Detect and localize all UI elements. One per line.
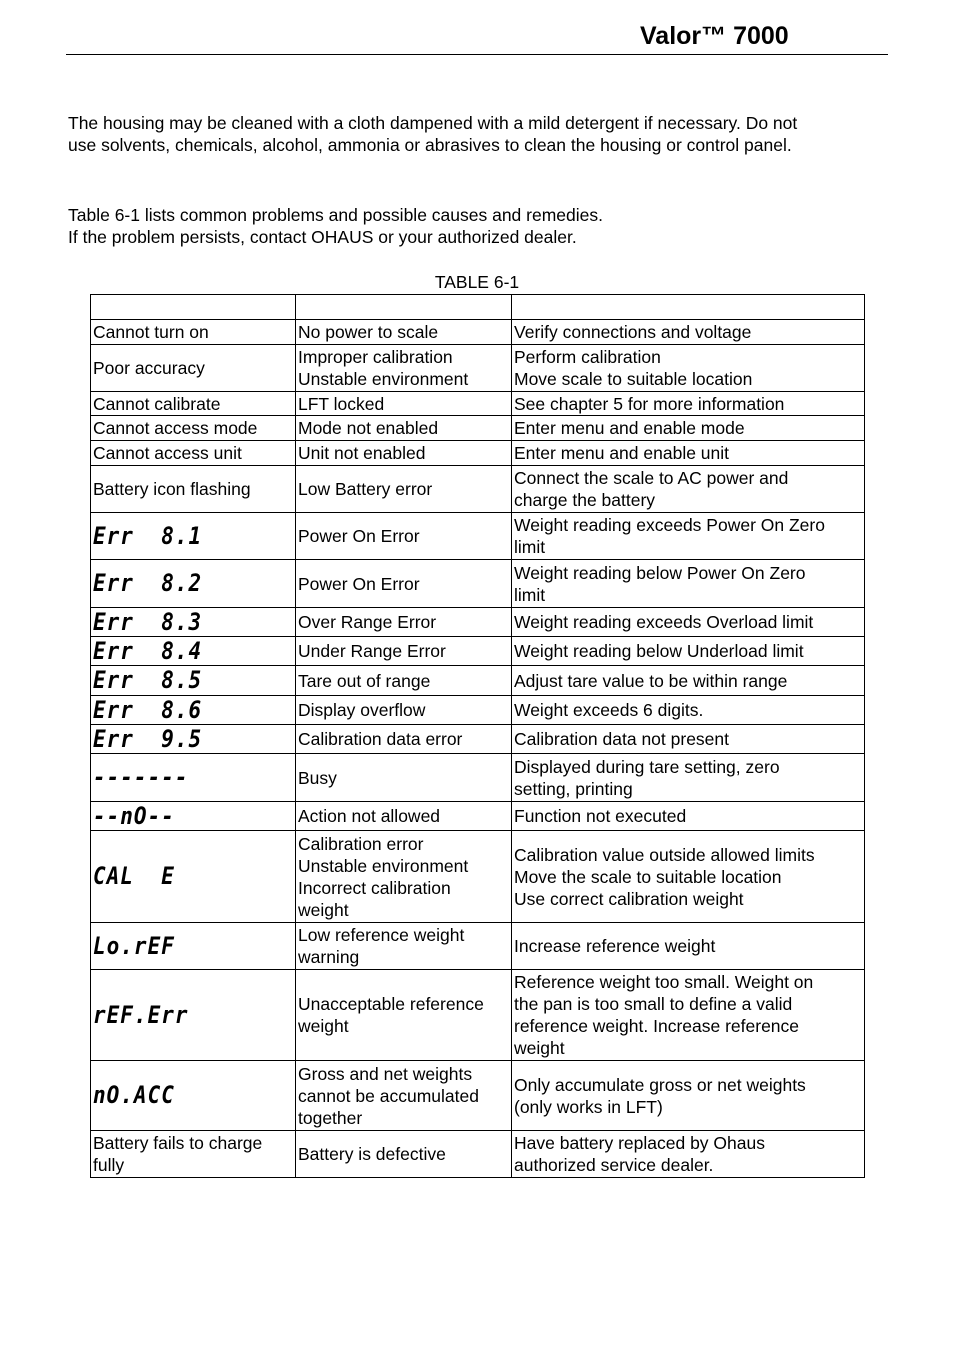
symptom-cell [91, 754, 296, 802]
symptom-text: Cannot calibrate [93, 393, 221, 414]
remedy-cell [512, 416, 865, 441]
lcd-display-code: Err 8.4 [93, 636, 203, 665]
remedy-text: Move scale to suitable location [514, 369, 753, 389]
table-row [91, 441, 865, 466]
table-row [91, 923, 865, 970]
cause-cell [296, 923, 512, 970]
remedy-text: setting, printing [514, 778, 633, 799]
cause-text: Incorrect calibration [298, 877, 451, 898]
lcd-display-code: Err 8.6 [93, 695, 203, 724]
remedy-cell [512, 831, 865, 923]
remedy-text: Use correct calibration weight [514, 888, 744, 909]
cause-cell [296, 696, 512, 725]
symptom-cell [91, 923, 296, 970]
document-header-title: Valor™ 7000 [640, 22, 789, 50]
cause-cell [296, 416, 512, 441]
cause-text: Gross and net weights [298, 1063, 473, 1084]
remedy-cell [512, 970, 865, 1061]
header-cell-cause [296, 295, 512, 320]
lcd-display-code: Err 8.5 [93, 666, 203, 694]
remedy-cell [512, 696, 865, 725]
symptom-cell [91, 320, 296, 345]
symptom-text: Cannot access unit [93, 443, 242, 463]
remedy-text: charge the battery [514, 490, 656, 510]
symptom-cell [91, 725, 296, 754]
cause-text: Busy [298, 767, 337, 788]
cause-cell [296, 754, 512, 802]
cause-cell [296, 345, 512, 392]
remedy-text: Verify connections and voltage [514, 322, 752, 342]
cause-cell [296, 831, 512, 923]
remedy-cell [512, 1131, 865, 1178]
symptom-cell [91, 666, 296, 696]
cause-text: Unstable environment [298, 855, 469, 876]
cause-text: Power On Error [298, 573, 420, 594]
lcd-display-code: Err 8.2 [93, 569, 203, 597]
remedy-text: Reference weight too small. Weight on [514, 972, 814, 992]
symptom-cell [91, 392, 296, 416]
table-row [91, 392, 865, 416]
cause-text: Mode not enabled [298, 418, 439, 438]
lcd-display-code: rEF.Err [93, 1000, 189, 1029]
symptom-cell [91, 441, 296, 466]
cause-cell [296, 1131, 512, 1178]
symptom-cell [91, 696, 296, 725]
remedy-text: Enter menu and enable mode [514, 418, 745, 438]
remedy-text: Enter menu and enable unit [514, 443, 730, 463]
symptom-cell [91, 416, 296, 441]
cleaning-paragraph [68, 112, 888, 156]
table-row [91, 466, 865, 513]
remedy-cell [512, 513, 865, 560]
cause-text: weight [298, 1016, 349, 1036]
remedy-cell [512, 754, 865, 802]
symptom-text: Cannot turn on [93, 322, 209, 342]
cause-text: Unit not enabled [298, 443, 426, 463]
cause-cell [296, 1061, 512, 1131]
table-row [91, 320, 865, 345]
cause-text: cannot be accumulated [298, 1085, 479, 1106]
symptom-text: Battery fails to charge [93, 1133, 263, 1153]
table-row [91, 1131, 865, 1178]
cause-text: Battery is defective [298, 1144, 446, 1164]
remedy-text: Have battery replaced by Ohaus [514, 1133, 765, 1153]
cause-text: Power On Error [298, 526, 420, 546]
remedy-text: Weight reading below Underload limit [514, 641, 804, 661]
remedy-cell [512, 560, 865, 608]
symptom-cell [91, 466, 296, 513]
table-row [91, 608, 865, 637]
table-row [91, 1061, 865, 1131]
remedy-text: Adjust tare value to be within range [514, 670, 788, 691]
lcd-display-code: CAL E [93, 862, 175, 890]
cause-text: Under Range Error [298, 641, 446, 661]
lcd-display-code: ------- [93, 763, 189, 791]
cause-cell [296, 666, 512, 696]
table-row [91, 637, 865, 666]
table-row [91, 970, 865, 1061]
cause-text: Display overflow [298, 700, 426, 720]
header-cell-remedy [512, 295, 865, 320]
remedy-text: limit [514, 537, 546, 557]
symptom-cell [91, 970, 296, 1061]
symptom-text: Poor accuracy [93, 358, 205, 378]
table-row [91, 696, 865, 725]
remedy-text: limit [514, 584, 546, 605]
header-cell-symptom [91, 295, 296, 320]
remedy-text: (only works in LFT) [514, 1096, 663, 1117]
remedy-text: the pan is too small to define a valid [514, 994, 793, 1014]
cause-text: Over Range Error [298, 612, 437, 632]
cause-cell [296, 513, 512, 560]
symptom-text: fully [93, 1155, 125, 1175]
header-divider [66, 54, 888, 55]
paragraph-line: Table 6-1 lists common problems and possible causes and remedies. [68, 205, 603, 225]
remedy-text: Weight reading exceeds Power On Zero [514, 515, 825, 535]
cause-cell [296, 320, 512, 345]
table-row [91, 802, 865, 831]
lcd-display-code: Err 9.5 [93, 724, 203, 753]
cause-cell [296, 608, 512, 637]
troubleshooting-table-body [91, 295, 865, 1178]
remedy-text: Connect the scale to AC power and [514, 468, 789, 488]
table-row [91, 666, 865, 696]
symptom-cell [91, 560, 296, 608]
remedy-text: reference weight. Increase reference [514, 1016, 800, 1036]
symptom-cell [91, 345, 296, 392]
symptom-cell [91, 802, 296, 831]
troubleshooting-table [90, 294, 865, 1178]
table-header-row [91, 295, 865, 320]
cause-cell [296, 441, 512, 466]
lcd-display-code: Lo.rEF [93, 931, 175, 960]
symptom-text: Battery icon flashing [93, 479, 251, 499]
cause-text: Improper calibration [298, 347, 453, 367]
remedy-text: Weight reading exceeds Overload limit [514, 612, 814, 632]
troubleshooting-intro-paragraph [68, 204, 888, 248]
remedy-text: Calibration value outside allowed limits [514, 844, 815, 865]
remedy-cell [512, 923, 865, 970]
remedy-text: Increase reference weight [514, 936, 716, 956]
symptom-cell [91, 1131, 296, 1178]
remedy-text: Weight reading below Power On Zero [514, 562, 806, 583]
remedy-text: authorized service dealer. [514, 1155, 714, 1175]
cause-text: Calibration data error [298, 729, 463, 749]
cause-text: Low reference weight [298, 925, 465, 945]
cause-text: Calibration error [298, 833, 424, 854]
table-row [91, 416, 865, 441]
remedy-cell [512, 1061, 865, 1131]
symptom-cell [91, 513, 296, 560]
remedy-cell [512, 466, 865, 513]
remedy-text: Move the scale to suitable location [514, 866, 782, 887]
remedy-text: Displayed during tare setting, zero [514, 756, 780, 777]
remedy-cell [512, 802, 865, 831]
remedy-text: Weight exceeds 6 digits. [514, 700, 704, 720]
remedy-text: Function not executed [514, 806, 687, 826]
cause-text: Action not allowed [298, 806, 441, 826]
remedy-cell [512, 666, 865, 696]
cause-text: weight [298, 899, 349, 920]
remedy-cell [512, 441, 865, 466]
remedy-text: See chapter 5 for more information [514, 393, 785, 414]
lcd-display-code: Err 8.3 [93, 607, 203, 636]
cause-text: Tare out of range [298, 670, 431, 691]
table-row [91, 754, 865, 802]
paragraph-line: If the problem persists, contact OHAUS or your authorized dealer. [68, 227, 577, 247]
table-row [91, 560, 865, 608]
cause-text: Low Battery error [298, 479, 433, 499]
cause-cell [296, 466, 512, 513]
cause-cell [296, 725, 512, 754]
lcd-display-code: --nO-- [93, 801, 175, 830]
remedy-text: Calibration data not present [514, 729, 729, 749]
symptom-cell [91, 1061, 296, 1131]
cause-cell [296, 560, 512, 608]
table-row [91, 831, 865, 923]
remedy-cell [512, 392, 865, 416]
remedy-text: Only accumulate gross or net weights [514, 1074, 806, 1095]
symptom-cell [91, 608, 296, 637]
cause-cell [296, 802, 512, 831]
remedy-cell [512, 320, 865, 345]
paragraph-line: use solvents, chemicals, alcohol, ammonia or abrasives to clean the housing or control panel. [68, 135, 792, 155]
cause-text: Unstable environment [298, 369, 469, 389]
symptom-cell [91, 831, 296, 923]
cause-text: Unacceptable reference [298, 994, 484, 1014]
cause-cell [296, 392, 512, 416]
cause-cell [296, 637, 512, 666]
table-row [91, 345, 865, 392]
paragraph-line: The housing may be cleaned with a cloth dampened with a mild detergent if necessary. Do not [68, 113, 798, 133]
remedy-cell [512, 637, 865, 666]
cause-text: LFT locked [298, 393, 385, 414]
remedy-text: Perform calibration [514, 347, 661, 367]
remedy-cell [512, 608, 865, 637]
cause-text: together [298, 1107, 363, 1128]
remedy-cell [512, 345, 865, 392]
lcd-display-code: nO.ACC [93, 1081, 175, 1109]
remedy-text: weight [514, 1038, 565, 1058]
table-row [91, 513, 865, 560]
symptom-text: Cannot access mode [93, 418, 258, 438]
cause-cell [296, 970, 512, 1061]
lcd-display-code: Err 8.1 [93, 521, 203, 550]
table-caption: TABLE 6-1 [434, 272, 520, 292]
cause-text: warning [298, 947, 360, 967]
table-row [91, 725, 865, 754]
remedy-cell [512, 725, 865, 754]
symptom-cell [91, 637, 296, 666]
cause-text: No power to scale [298, 322, 439, 342]
